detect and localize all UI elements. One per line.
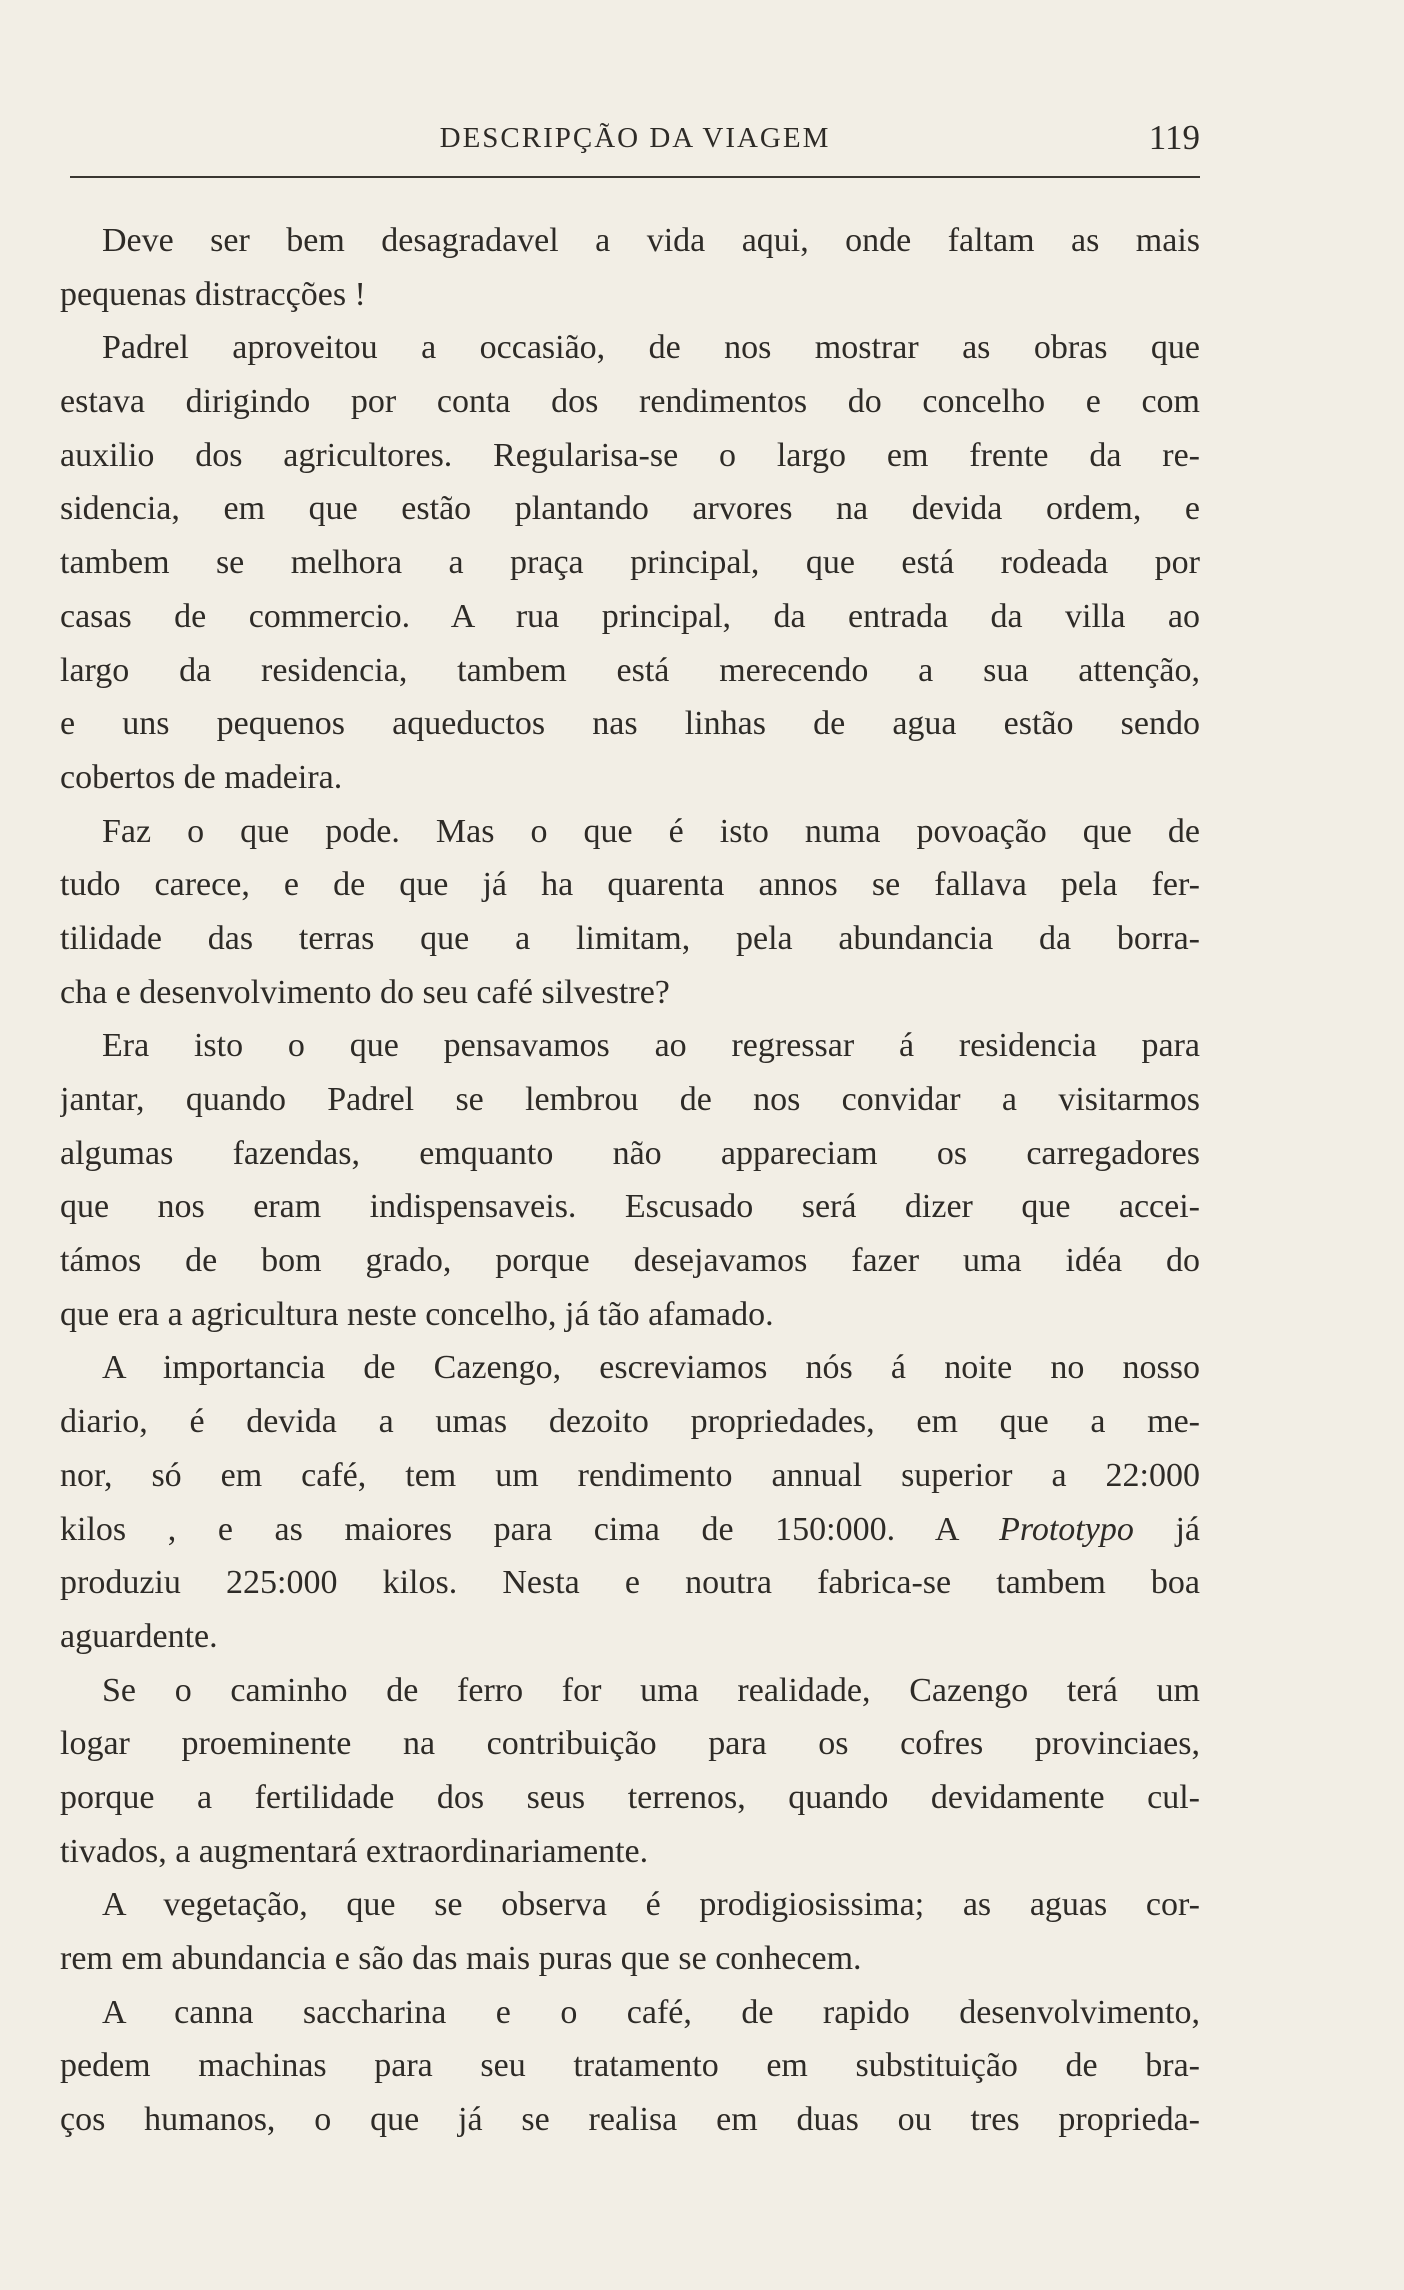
text-line: que nos eram indispensaveis. Escusado será dizer que accei- [60, 1188, 1200, 1226]
text-line: rem em abundancia e são das mais puras que se conhecem. [60, 1940, 862, 1977]
running-head-title: DESCRIPÇÃO DA VIAGEM [439, 122, 831, 154]
text-line: estava dirigindo por conta dos rendimentos do concelho e com [60, 383, 1200, 421]
text-line: produziu 225:000 kilos. Nesta e noutra fabrica-se tambem boa [60, 1564, 1200, 1602]
text-line: tudo carece, e de que já ha quarenta annos se fallava pela fer- [60, 866, 1200, 904]
text-line: A importancia de Cazengo, escreviamos nós á noite no nosso [102, 1349, 1200, 1387]
text-line: auxilio dos agricultores. Regularisa-se o largo em frente da re- [60, 436, 1200, 474]
text-line: jantar, quando Padrel se lembrou de nos convidar a visitarmos [60, 1081, 1200, 1118]
text-line: Deve ser bem desagradavel a vida aqui, onde faltam as mais [102, 222, 1200, 259]
text-line: tivados, a augmentará extraordinariamente. [60, 1832, 649, 1870]
text-line: pedem machinas para seu tratamento em substituição de bra- [60, 2047, 1200, 2085]
body-text [60, 214, 1200, 2147]
text-line: Se o caminho de ferro for uma realidade, Cazengo terá um [102, 1671, 1200, 1709]
text-line: kilos , e as maiores para cima de 150:000. A Prototypo já [60, 1510, 1200, 1548]
text-line: cha e desenvolvimento do seu café silvestre? [60, 973, 670, 1011]
text-line: cobertos de madeira. [60, 758, 343, 796]
text-line: Era isto o que pensavamos ao regressar á residencia para [102, 1027, 1200, 1065]
text-line: Faz o que pode. Mas o que é isto numa povoação que de [102, 812, 1200, 850]
page-number: 119 [1148, 118, 1200, 157]
running-head [70, 112, 1200, 164]
text-line: aguardente. [60, 1617, 218, 1655]
text-line: logar proeminente na contribuição para os cofres provinciaes, [60, 1725, 1200, 1763]
text-line: tilidade das terras que a limitam, pela abundancia da borra- [60, 919, 1200, 957]
text-line: e uns pequenos aqueductos nas linhas de agua estão sendo [60, 705, 1200, 743]
text-line: nor, só em café, tem um rendimento annual superior a 22:000 [60, 1456, 1200, 1494]
text-line: que era a agricultura neste concelho, já tão afamado. [60, 1295, 774, 1333]
text-line: A vegetação, que se observa é prodigiosissima; as aguas cor- [102, 1886, 1200, 1924]
text-line: A canna saccharina e o café, de rapido desenvolvimento, [102, 1993, 1200, 2031]
header-rule [70, 176, 1200, 178]
text-line: algumas fazendas, emquanto não appareciam os carregadores [60, 1134, 1200, 1172]
text-line: ços humanos, o que já se realisa em duas ou tres proprieda- [60, 2101, 1200, 2139]
text-line: sidencia, em que estão plantando arvores na devida ordem, e [60, 490, 1200, 528]
text-line: casas de commercio. A rua principal, da entrada da villa ao [60, 597, 1200, 635]
text-line: porque a fertilidade dos seus terrenos, quando devidamente cul- [60, 1778, 1200, 1816]
text-line: diario, é devida a umas dezoito propriedades, em que a me- [60, 1403, 1200, 1441]
text-line: largo da residencia, tambem está merecendo a sua attenção, [60, 651, 1200, 689]
text-line: támos de bom grado, porque desejavamos fazer uma idéa do [60, 1242, 1200, 1280]
text-line: pequenas distracções ! [60, 275, 366, 313]
text-line: tambem se melhora a praça principal, que está rodeada por [60, 544, 1200, 582]
text-line: Padrel aproveitou a occasião, de nos mostrar as obras que [102, 329, 1200, 367]
